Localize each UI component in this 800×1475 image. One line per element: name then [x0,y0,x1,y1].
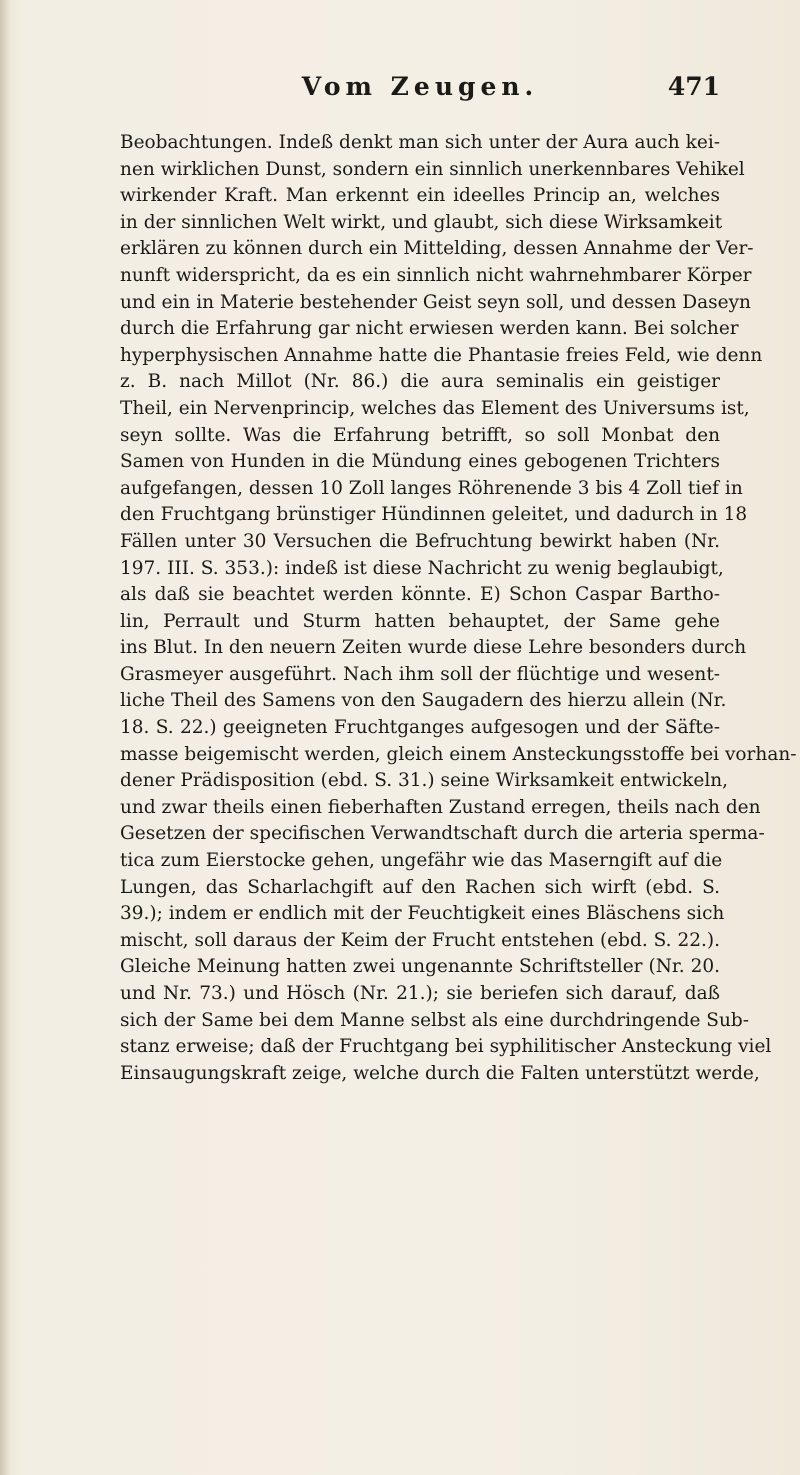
text-line: Einsaugungskraft zeige, welche durch die Falten unterstützt werde, [120,1062,760,1084]
running-head: Vom Zeugen. [301,72,539,101]
text-line: sich der Same bei dem Manne selbst als eine durchdringende Sub- [120,1009,749,1031]
text-line: durch die Erfahrung gar nicht erwiesen werden kann. Bei solcher [120,318,739,340]
text-line: Theil, ein Nervenprincip, welches das Element des Universums ist, [120,397,750,419]
text-line: erklären zu können durch ein Mittelding, dessen Annahme der Ver- [120,238,754,260]
text-line: dener Prädisposition (ebd. S. 31.) seine Wirksamkeit entwickeln, [120,770,729,792]
text-line: aufgefangen, dessen 10 Zoll langes Röhrenende 3 bis 4 Zoll tief in [120,477,743,499]
text-line: Grasmeyer ausgeführt. Nach ihm soll der flüchtige und wesent- [120,663,720,685]
text-line: lin, Perrault und Sturm hatten behauptet, der Same gehe [120,610,720,632]
text-line: 39.); indem er endlich mit der Feuchtigkeit eines Bläschens sich [120,903,725,925]
text-line: masse beigemischt werden, gleich einem Ansteckungsstoffe bei vorhan- [120,743,797,765]
text-line: 18. S. 22.) geeigneten Fruchtganges aufgesogen und der Säfte- [120,717,720,739]
text-line: 197. III. S. 353.): indeß ist diese Nachricht zu wenig beglaubigt, [120,557,724,579]
text-line: seyn sollte. Was die Erfahrung betrifft, so soll Monbat den [120,424,720,446]
text-line: Samen von Hunden in die Mündung eines gebogenen Trichters [120,451,720,473]
text-line: stanz erweise; daß der Fruchtgang bei syphilitischer Ansteckung viel [120,1036,772,1058]
text-line: Fällen unter 30 Versuchen die Befruchtung bewirkt haben (Nr. [120,530,720,552]
text-line: wirkender Kraft. Man erkennt ein ideelles Princip an, welches [120,185,720,207]
text-line: Beobachtungen. Indeß denkt man sich unter der Aura auch kei- [120,132,720,153]
text-line: in der sinnlichen Welt wirkt, und glaubt, sich diese Wirksamkeit [120,211,723,233]
text-line: nunft widerspricht, da es ein sinnlich nicht wahrnehmbarer Körper [120,264,752,286]
text-line: Gesetzen der specifischen Verwandtschaft durch die arteria sperma- [120,823,765,845]
page-edge-shadow [0,0,10,1475]
text-line: den Fruchtgang brünstiger Hündinnen geleitet, und dadurch in 18 [120,504,748,526]
text-line: und ein in Materie bestehender Geist seyn soll, und dessen Daseyn [120,291,751,313]
text-line: z. B. nach Millot (Nr. 86.) die aura seminalis ein geistiger [120,371,720,393]
page-header [120,72,720,112]
text-line: mischt, soll daraus der Keim der Frucht entstehen (ebd. S. 22.). [120,929,720,951]
text-line: und Nr. 73.) und Hösch (Nr. 21.); sie beriefen sich darauf, daß [120,983,720,1004]
text-line: liche Theil des Samens von den Saugadern des hierzu allein (Nr. [120,690,727,712]
body-text [120,130,797,1460]
text-line: ins Blut. In den neuern Zeiten wurde diese Lehre besonders durch [120,637,747,659]
text-line: Gleiche Meinung hatten zwei ungenannte Schriftsteller (Nr. 20. [120,956,720,978]
text-line: nen wirklichen Dunst, sondern ein sinnlich unerkennbares Vehikel [120,158,745,180]
text-line: Lungen, das Scharlachgift auf den Rachen sich wirft (ebd. S. [120,876,720,898]
text-line: und zwar theils einen fieberhaften Zustand erregen, theils nach den [120,796,761,818]
text-line: hyperphysischen Annahme hatte die Phantasie freies Feld, wie denn [120,344,763,366]
text-line: tica zum Eierstocke gehen, ungefähr wie das Maserngift auf die [120,850,723,872]
page-number: 471 [667,72,720,101]
text-line: als daß sie beachtet werden könnte. E) Schon Caspar Bartho- [120,584,720,606]
